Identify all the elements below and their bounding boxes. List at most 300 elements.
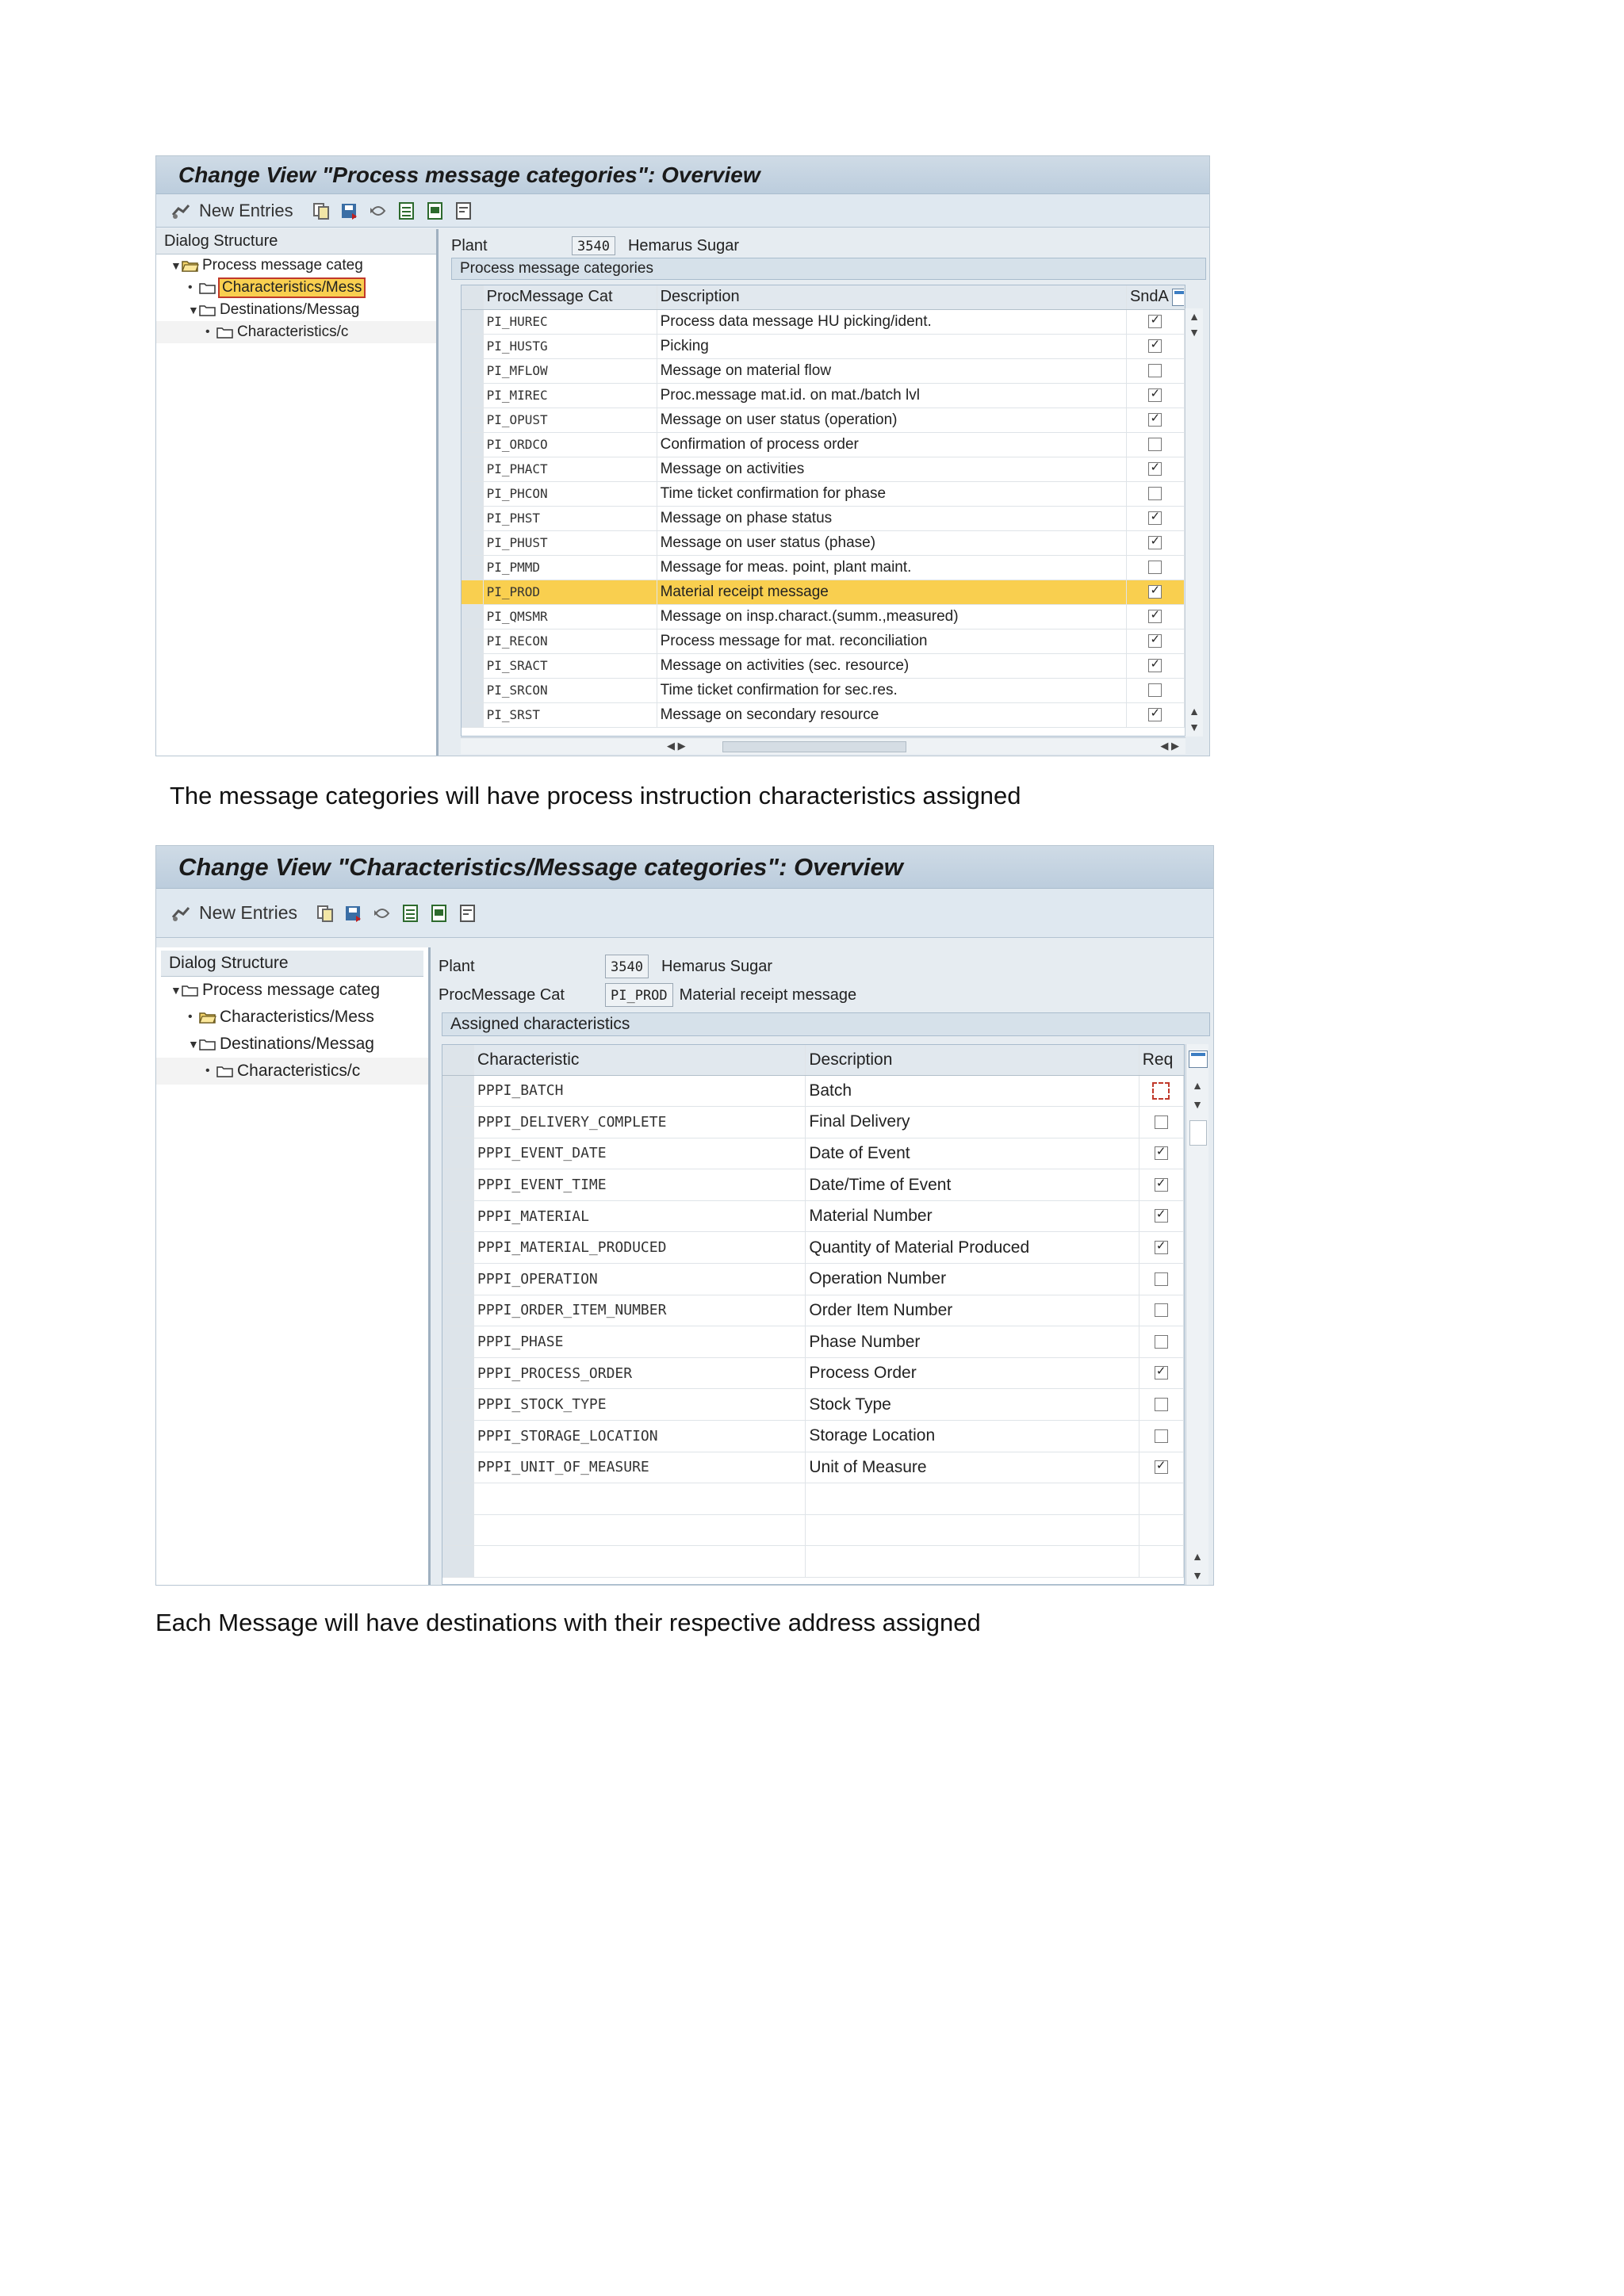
group-title: Assigned characteristics	[442, 1012, 1210, 1036]
row-checkbox-cell	[1139, 1295, 1183, 1326]
row-checkbox[interactable]	[1148, 388, 1162, 402]
empty-cell	[806, 1514, 1139, 1546]
table-row[interactable]	[462, 334, 1185, 358]
row-code: PI_MFLOW	[483, 358, 657, 383]
row-checkbox[interactable]	[1155, 1272, 1168, 1286]
row-selector[interactable]	[442, 1295, 474, 1326]
row-selector[interactable]	[442, 1232, 474, 1264]
row-checkbox-cell	[1139, 1138, 1183, 1169]
folder-icon	[216, 326, 234, 339]
dialog-structure-panel	[156, 229, 439, 756]
row-checkbox[interactable]	[1148, 561, 1162, 574]
row-selector[interactable]	[442, 1200, 474, 1232]
row-selector[interactable]	[442, 1075, 474, 1107]
row-selector[interactable]	[442, 1357, 474, 1389]
dialog-structure-header: Dialog Structure	[161, 951, 423, 977]
toolbar	[156, 889, 1213, 938]
folder-icon	[199, 281, 216, 294]
column-settings-icon[interactable]	[1189, 1050, 1208, 1068]
row-checkbox[interactable]	[1148, 683, 1162, 697]
row-description: Message on user status (phase)	[657, 530, 1126, 555]
row-description: Process data message HU picking/ident.	[657, 309, 1126, 334]
empty-cell	[442, 1514, 474, 1546]
empty-cell	[474, 1546, 806, 1578]
folder-icon	[216, 1065, 234, 1077]
row-selector[interactable]	[462, 629, 483, 653]
scroll-down-bottom-icon[interactable]: ▼	[1189, 721, 1200, 733]
row-code: PPPI_STORAGE_LOCATION	[474, 1421, 806, 1452]
procmsg-label: ProcMessage Cat	[439, 985, 565, 1004]
row-selector[interactable]	[442, 1421, 474, 1452]
select-block-icon[interactable]	[429, 903, 450, 924]
row-checkbox-cell	[1139, 1075, 1183, 1107]
row-checkbox[interactable]	[1148, 511, 1162, 525]
row-selector[interactable]	[442, 1264, 474, 1295]
empty-cell	[806, 1546, 1139, 1578]
dialog-structure-panel	[156, 947, 431, 1585]
select-block-icon[interactable]	[425, 201, 446, 221]
row-description: Message on user status (operation)	[657, 408, 1126, 432]
row-code: PPPI_MATERIAL	[474, 1200, 806, 1232]
row-description: Time ticket confirmation for phase	[657, 481, 1126, 506]
plant-field[interactable]: 3540	[605, 955, 649, 978]
row-checkbox-cell	[1126, 702, 1184, 727]
empty-cell	[442, 1546, 474, 1578]
expand-arrow-icon[interactable]: ▼	[170, 259, 182, 272]
row-selector[interactable]	[462, 457, 483, 481]
table-row[interactable]	[442, 1107, 1184, 1138]
row-checkbox[interactable]	[1155, 1303, 1168, 1317]
table-row[interactable]	[462, 408, 1185, 432]
toolbar	[156, 194, 1209, 228]
main-area	[434, 947, 1213, 1585]
row-code: PI_ORDCO	[483, 432, 657, 457]
procmsg-row	[439, 981, 1213, 1009]
row-checkbox-cell	[1126, 358, 1184, 383]
scroll-up-bottom-icon[interactable]: ▲	[1192, 1550, 1203, 1563]
characteristics-table	[442, 1044, 1185, 1585]
folder-icon	[199, 1038, 216, 1050]
table-row[interactable]	[442, 1075, 1184, 1107]
folder-icon	[182, 984, 199, 997]
deselect-all-icon[interactable]	[458, 903, 478, 924]
row-checkbox-cell	[1126, 678, 1184, 702]
tree-node-label: Destinations/Messag	[220, 1035, 374, 1053]
group-title: Process message categories	[451, 258, 1206, 280]
row-selector[interactable]	[462, 530, 483, 555]
empty-row[interactable]	[442, 1514, 1184, 1546]
row-checkbox-cell	[1126, 629, 1184, 653]
column-header-flag[interactable]: Req	[1139, 1045, 1183, 1075]
plant-row	[439, 952, 1213, 981]
table-row[interactable]	[462, 580, 1185, 604]
undo-icon[interactable]	[368, 201, 389, 221]
row-description: Message on insp.charact.(summ.,measured)	[657, 604, 1126, 629]
row-description: Proc.message mat.id. on mat./batch lvl	[657, 383, 1126, 408]
row-checkbox[interactable]	[1148, 659, 1162, 672]
row-checkbox-cell	[1139, 1264, 1183, 1295]
row-description: Order Item Number	[806, 1295, 1139, 1326]
row-code: PPPI_ORDER_ITEM_NUMBER	[474, 1295, 806, 1326]
tree-node-label: Characteristics/Mess	[220, 279, 364, 297]
row-checkbox[interactable]	[1148, 339, 1162, 353]
table-row[interactable]	[462, 457, 1185, 481]
table-row[interactable]	[462, 506, 1185, 530]
table-row[interactable]	[462, 481, 1185, 506]
table-row[interactable]	[442, 1357, 1184, 1389]
table-row[interactable]	[442, 1452, 1184, 1483]
caption-1: The message categories will have process instruction characteristics assigned	[170, 782, 1021, 809]
row-code: PI_PHUST	[483, 530, 657, 555]
row-selector[interactable]	[442, 1452, 474, 1483]
screenshot-characteristics-message-categories	[155, 845, 1214, 1586]
horizontal-scrollbar[interactable]	[461, 737, 1185, 754]
row-checkbox-cell	[1139, 1357, 1183, 1389]
row-code: PPPI_PHASE	[474, 1326, 806, 1358]
row-code: PI_SRST	[483, 702, 657, 727]
row-code: PI_OPUST	[483, 408, 657, 432]
row-checkbox-cell	[1126, 653, 1184, 678]
empty-cell	[1139, 1514, 1183, 1546]
row-checkbox[interactable]	[1152, 1082, 1170, 1100]
window-title: Change View "Characteristics/Message categories": Overview	[156, 846, 1213, 889]
row-code: PPPI_STOCK_TYPE	[474, 1389, 806, 1421]
tree-bullet-icon: •	[205, 1064, 210, 1077]
table-row[interactable]	[442, 1200, 1184, 1232]
table-row[interactable]	[462, 629, 1185, 653]
row-code: PPPI_PROCESS_ORDER	[474, 1357, 806, 1389]
row-checkbox[interactable]	[1155, 1146, 1168, 1160]
folder-open-icon	[199, 1011, 216, 1024]
row-code: PPPI_OPERATION	[474, 1264, 806, 1295]
row-checkbox[interactable]	[1148, 364, 1162, 377]
scroll-thumb[interactable]	[1189, 1120, 1207, 1146]
row-checkbox-cell	[1126, 408, 1184, 432]
row-description: Material Number	[806, 1200, 1139, 1232]
scroll-right-icon[interactable]: ◀ ▶	[1160, 740, 1179, 752]
table-row[interactable]	[442, 1232, 1184, 1264]
scroll-up-icon[interactable]: ▲	[1189, 310, 1200, 323]
vertical-scrollbar[interactable]	[1185, 308, 1203, 737]
vertical-scrollbar[interactable]	[1185, 1044, 1208, 1585]
row-code: PPPI_UNIT_OF_MEASURE	[474, 1452, 806, 1483]
table-row[interactable]	[442, 1264, 1184, 1295]
row-selector[interactable]	[462, 383, 483, 408]
empty-row[interactable]	[442, 1483, 1184, 1515]
save-icon[interactable]	[343, 903, 364, 924]
row-code: PI_PROD	[483, 580, 657, 604]
row-selector[interactable]	[462, 653, 483, 678]
column-settings-icon[interactable]	[1172, 289, 1184, 306]
row-checkbox-cell	[1139, 1326, 1183, 1358]
select-all-rows[interactable]	[462, 285, 483, 309]
row-code: PI_SRACT	[483, 653, 657, 678]
row-description: Message on phase status	[657, 506, 1126, 530]
table-row[interactable]	[462, 530, 1185, 555]
row-description: Final Delivery	[806, 1107, 1139, 1138]
scroll-down-icon[interactable]: ▼	[1192, 1098, 1203, 1111]
row-selector[interactable]	[462, 432, 483, 457]
row-code: PI_QMSMR	[483, 604, 657, 629]
row-code: PPPI_EVENT_TIME	[474, 1169, 806, 1201]
row-code: PI_PHCON	[483, 481, 657, 506]
plant-label: Plant	[451, 236, 488, 254]
row-code: PPPI_MATERIAL_PRODUCED	[474, 1232, 806, 1264]
tree-node[interactable]	[156, 321, 436, 343]
tree-node-label: Characteristics/c	[237, 323, 349, 340]
table-row[interactable]	[462, 432, 1185, 457]
row-checkbox[interactable]	[1155, 1429, 1168, 1443]
tree-node[interactable]	[156, 1031, 428, 1058]
row-selector[interactable]	[462, 481, 483, 506]
row-description: Message on secondary resource	[657, 702, 1126, 727]
row-description: Date of Event	[806, 1138, 1139, 1169]
tree-bullet-icon: •	[188, 1010, 193, 1024]
row-checkbox[interactable]	[1148, 413, 1162, 427]
tree-bullet-icon: •	[188, 281, 193, 294]
row-code: PI_RECON	[483, 629, 657, 653]
row-checkbox-cell	[1126, 481, 1184, 506]
row-checkbox[interactable]	[1148, 610, 1162, 623]
row-code: PI_PHACT	[483, 457, 657, 481]
row-selector[interactable]	[462, 555, 483, 580]
row-checkbox-cell	[1126, 555, 1184, 580]
expand-arrow-icon[interactable]: ▼	[170, 984, 182, 997]
table-row[interactable]	[462, 604, 1185, 629]
edit-glasses-icon[interactable]	[170, 201, 191, 221]
scroll-thumb[interactable]	[722, 741, 906, 752]
copy-icon[interactable]	[315, 903, 335, 924]
row-checkbox[interactable]	[1155, 1115, 1168, 1129]
row-code: PI_PHST	[483, 506, 657, 530]
row-selector[interactable]	[462, 309, 483, 334]
column-header-code[interactable]: Characteristic	[474, 1045, 806, 1075]
scroll-down-bottom-icon[interactable]: ▼	[1192, 1569, 1203, 1582]
row-checkbox-cell	[1126, 530, 1184, 555]
row-checkbox[interactable]	[1148, 315, 1162, 328]
row-checkbox[interactable]	[1155, 1335, 1168, 1349]
row-checkbox[interactable]	[1148, 462, 1162, 476]
row-selector[interactable]	[462, 408, 483, 432]
row-selector[interactable]	[462, 678, 483, 702]
table-row[interactable]	[462, 358, 1185, 383]
dialog-tree	[156, 254, 436, 343]
row-description: Batch	[806, 1075, 1139, 1107]
caption-2: Each Message will have destinations with their respective address assigned	[155, 1609, 981, 1636]
plant-field[interactable]: 3540	[572, 236, 615, 255]
row-description: Material receipt message	[657, 580, 1126, 604]
tree-node[interactable]	[156, 1004, 428, 1031]
undo-icon[interactable]	[372, 903, 393, 924]
procmsg-name: Material receipt message	[679, 985, 857, 1004]
row-description: Message on activities	[657, 457, 1126, 481]
row-description: Process Order	[806, 1357, 1139, 1389]
row-description: Unit of Measure	[806, 1452, 1139, 1483]
column-header-flag-label: SndA	[1129, 288, 1168, 306]
row-description: Picking	[657, 334, 1126, 358]
row-code: PI_HUREC	[483, 309, 657, 334]
table-row[interactable]	[442, 1295, 1184, 1326]
row-description: Storage Location	[806, 1421, 1139, 1452]
row-checkbox-cell	[1126, 432, 1184, 457]
row-checkbox-cell	[1139, 1452, 1183, 1483]
table-row[interactable]	[462, 383, 1185, 408]
procmsg-field[interactable]: PI_PROD	[605, 983, 673, 1007]
empty-cell	[806, 1483, 1139, 1515]
row-code: PPPI_BATCH	[474, 1075, 806, 1107]
row-description: Message on material flow	[657, 358, 1126, 383]
expand-arrow-icon[interactable]: ▼	[188, 1038, 199, 1050]
deselect-all-icon[interactable]	[454, 201, 474, 221]
row-code: PI_MIREC	[483, 383, 657, 408]
row-selector[interactable]	[442, 1326, 474, 1358]
select-all-icon[interactable]	[396, 201, 417, 221]
row-checkbox[interactable]	[1148, 536, 1162, 549]
table-row[interactable]	[442, 1389, 1184, 1421]
row-checkbox-cell	[1126, 506, 1184, 530]
scroll-down-icon[interactable]: ▼	[1189, 326, 1200, 339]
tree-node[interactable]	[156, 254, 436, 277]
row-description: Message on activities (sec. resource)	[657, 653, 1126, 678]
folder-icon	[199, 304, 216, 316]
row-checkbox[interactable]	[1155, 1178, 1168, 1192]
tree-node-label: Characteristics/Mess	[220, 1008, 374, 1026]
row-checkbox-cell	[1139, 1200, 1183, 1232]
table-row[interactable]	[442, 1421, 1184, 1452]
row-checkbox[interactable]	[1155, 1398, 1168, 1411]
expand-arrow-icon[interactable]: ▼	[188, 304, 199, 316]
row-selector[interactable]	[462, 334, 483, 358]
table-row[interactable]	[462, 702, 1185, 727]
row-selector[interactable]	[442, 1107, 474, 1138]
row-selector[interactable]	[462, 580, 483, 604]
save-icon[interactable]	[339, 201, 360, 221]
row-checkbox[interactable]	[1155, 1460, 1168, 1474]
column-header-description[interactable]: Description	[657, 285, 1126, 309]
edit-glasses-icon[interactable]	[170, 903, 191, 924]
row-checkbox-cell	[1139, 1389, 1183, 1421]
row-checkbox[interactable]	[1148, 487, 1162, 500]
row-description: Stock Type	[806, 1389, 1139, 1421]
table-row[interactable]	[462, 309, 1185, 334]
table-row[interactable]	[462, 653, 1185, 678]
empty-cell	[1139, 1483, 1183, 1515]
row-selector[interactable]	[442, 1389, 474, 1421]
tree-node[interactable]	[156, 299, 436, 321]
tree-node-label: Destinations/Messag	[220, 301, 360, 318]
plant-name: Hemarus Sugar	[661, 957, 773, 975]
row-selector[interactable]	[462, 604, 483, 629]
scroll-up-icon[interactable]: ▲	[1192, 1079, 1203, 1092]
row-checkbox[interactable]	[1155, 1241, 1168, 1254]
copy-icon[interactable]	[311, 201, 331, 221]
row-code: PI_SRCON	[483, 678, 657, 702]
column-header-description[interactable]: Description	[806, 1045, 1139, 1075]
row-selector[interactable]	[462, 506, 483, 530]
row-checkbox-cell	[1139, 1169, 1183, 1201]
row-selector[interactable]	[462, 702, 483, 727]
row-checkbox-cell	[1126, 604, 1184, 629]
table-row[interactable]	[442, 1326, 1184, 1358]
row-checkbox-cell	[1126, 457, 1184, 481]
empty-cell	[474, 1514, 806, 1546]
tree-node[interactable]	[156, 1058, 428, 1085]
select-all-rows[interactable]	[442, 1045, 474, 1075]
screenshot-process-message-categories	[155, 155, 1210, 756]
dialog-structure-header: Dialog Structure	[156, 229, 436, 254]
row-checkbox[interactable]	[1155, 1366, 1168, 1380]
row-description: Quantity of Material Produced	[806, 1232, 1139, 1264]
row-code: PI_HUSTG	[483, 334, 657, 358]
table-row[interactable]	[442, 1138, 1184, 1169]
row-checkbox-cell	[1126, 383, 1184, 408]
tree-node-label: Process message categ	[202, 981, 381, 999]
empty-cell	[442, 1483, 474, 1515]
empty-row[interactable]	[442, 1546, 1184, 1578]
main-area	[442, 229, 1209, 756]
window-title: Change View "Process message categories": Overview	[156, 156, 1209, 194]
table-row[interactable]	[462, 555, 1185, 580]
row-checkbox-cell	[1126, 580, 1184, 604]
row-description: Date/Time of Event	[806, 1169, 1139, 1201]
plant-label: Plant	[439, 957, 475, 975]
tree-bullet-icon: •	[205, 325, 210, 339]
scroll-left-icon[interactable]: ◀ ▶	[667, 740, 686, 752]
row-selector[interactable]	[442, 1138, 474, 1169]
table-row[interactable]	[462, 678, 1185, 702]
row-code: PPPI_DELIVERY_COMPLETE	[474, 1107, 806, 1138]
dialog-tree	[156, 977, 428, 1085]
empty-cell	[474, 1483, 806, 1515]
row-checkbox[interactable]	[1148, 708, 1162, 721]
plant-row	[451, 234, 1209, 258]
row-code: PI_PMMD	[483, 555, 657, 580]
row-checkbox-cell	[1139, 1232, 1183, 1264]
new-entries-button[interactable]: New Entries	[199, 200, 293, 220]
plant-name: Hemarus Sugar	[627, 236, 740, 254]
row-description: Phase Number	[806, 1326, 1139, 1358]
tree-node[interactable]	[156, 977, 428, 1004]
row-description: Time ticket confirmation for sec.res.	[657, 678, 1126, 702]
row-selector[interactable]	[462, 358, 483, 383]
row-checkbox[interactable]	[1148, 634, 1162, 648]
categories-table	[461, 285, 1185, 737]
empty-cell	[1139, 1546, 1183, 1578]
row-code: PPPI_EVENT_DATE	[474, 1138, 806, 1169]
row-checkbox-cell	[1139, 1107, 1183, 1138]
row-checkbox[interactable]	[1148, 438, 1162, 451]
row-checkbox-cell	[1126, 309, 1184, 334]
row-description: Operation Number	[806, 1264, 1139, 1295]
tree-node-label: Characteristics/c	[237, 1062, 361, 1080]
select-all-icon[interactable]	[400, 903, 421, 924]
row-description: Process message for mat. reconciliation	[657, 629, 1126, 653]
row-selector[interactable]	[442, 1169, 474, 1201]
table-row[interactable]	[442, 1169, 1184, 1201]
row-checkbox[interactable]	[1148, 585, 1162, 599]
folder-open-icon	[182, 259, 199, 272]
tree-node-label: Process message categ	[202, 257, 363, 274]
row-description: Message for meas. point, plant maint.	[657, 555, 1126, 580]
column-header-flag[interactable]	[1126, 285, 1184, 309]
row-checkbox-cell	[1139, 1421, 1183, 1452]
scroll-up-bottom-icon[interactable]: ▲	[1189, 705, 1200, 718]
row-description: Confirmation of process order	[657, 432, 1126, 457]
tree-node[interactable]	[156, 277, 436, 299]
column-header-code[interactable]: ProcMessage Cat	[483, 285, 657, 309]
new-entries-button[interactable]: New Entries	[199, 902, 297, 923]
row-checkbox[interactable]	[1155, 1209, 1168, 1223]
